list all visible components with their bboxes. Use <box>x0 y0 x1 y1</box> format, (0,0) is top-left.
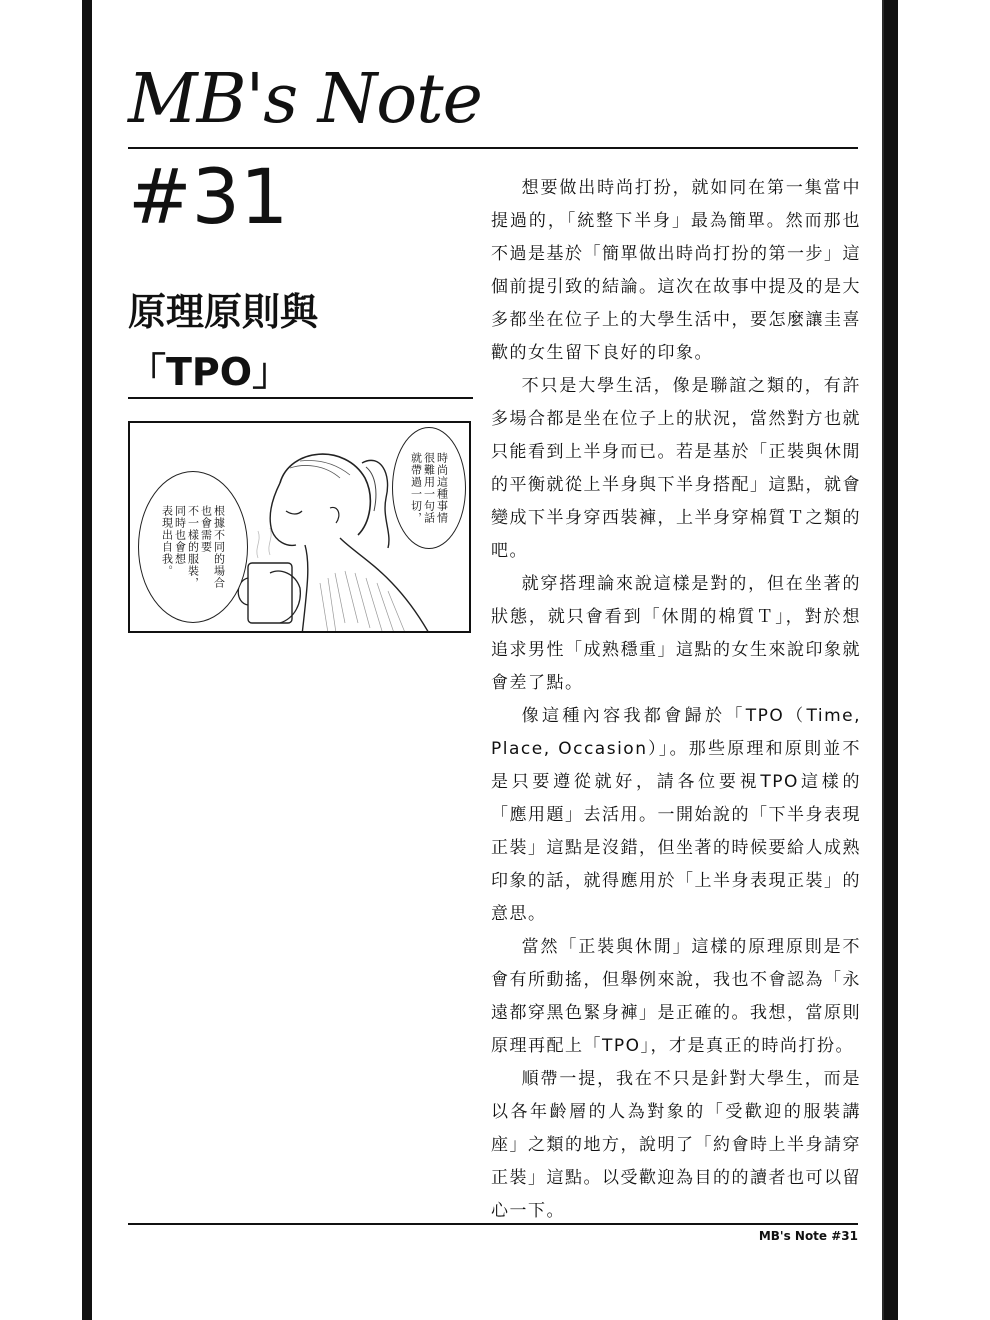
article-paragraph: 當然「正裝與休閒」這樣的原理原則是不會有所動搖，但舉例來說，我也不會認為「永遠都穿黑色緊身褲」是正確的。我想，當原則原理再配上「TPO」，才是真正的時尚打扮。 <box>491 937 861 1056</box>
article-paragraph: 不只是大學生活，像是聯誼之類的，有許多場合都是坐在位子上的狀況，當然對方也就只能看到上半身而已。若是基於「正裝與休閒的平衡就從上半身與下半身搭配」這點，就會變成下半身穿西裝褲，上半身穿棉質Ｔ之類的吧。 <box>491 376 861 561</box>
section-heading <box>128 282 468 402</box>
page-margin-left <box>0 0 84 1320</box>
footer-divider <box>128 1223 858 1225</box>
article-paragraph: 想要做出時尚打扮，就如同在第一集當中提過的，「統整下半身」最為簡單。然而那也不過是基於「簡單做出時尚打扮的第一步」這個前提引致的結論。這次在故事中提及的是大多都坐在位子上的大學生活中，要怎麼讓圭喜歡的女生留下良好的印象。 <box>491 178 861 363</box>
article-paragraph: 就穿搭理論來說這樣是對的，但在坐著的狀態，就只會看到「休閒的棉質Ｔ」，對於想追求男性「成熟穩重」這點的女生來說印象就會差了點。 <box>491 574 861 693</box>
note-title: MB's Note <box>128 60 482 139</box>
section-heading-line1: 原理原則與 <box>128 290 319 334</box>
speech-bubble-right <box>392 427 466 549</box>
page-edge-right <box>884 0 898 1320</box>
article-paragraph: 順帶一提，我在不只是針對大學生，而是以各年齡層的人為對象的「受歡迎的服裝講座」之類的地方，說明了「約會時上半身請穿正裝」這點。以受歡迎為目的的讀者也可以留心一下。 <box>491 1069 861 1221</box>
heading-divider <box>128 397 473 399</box>
page-edge-left <box>82 0 92 1320</box>
speech-bubble-left-text: 根據不同的場合 也會需要 不一樣的服裝， 同時也會想 表現出自我。 <box>160 505 226 589</box>
article-body <box>491 172 861 1228</box>
speech-bubble-left <box>138 471 248 623</box>
manga-panel-illustration <box>128 421 471 633</box>
speech-bubble-right-text: 時尚這種事情 很難用一句話 就帶過一切， <box>409 452 449 524</box>
issue-number: #31 <box>128 152 289 241</box>
footer-label: MB's Note #31 <box>758 1229 858 1243</box>
page-margin-right <box>898 0 990 1320</box>
title-divider <box>128 147 858 149</box>
article-paragraph: 像這種內容我都會歸於「TPO（Time, Place, Occasion）」。那些原理和原則並不是只要遵從就好，請各位要視TPO這樣的「應用題」去活用。一開始說的「下半身表現正裝」這點是沒錯，但坐著的時候要給人成熟印象的話，就得應用於「上半身表現正裝」的意思。 <box>491 706 861 924</box>
section-heading-line2: 「TPO」 <box>128 350 291 394</box>
